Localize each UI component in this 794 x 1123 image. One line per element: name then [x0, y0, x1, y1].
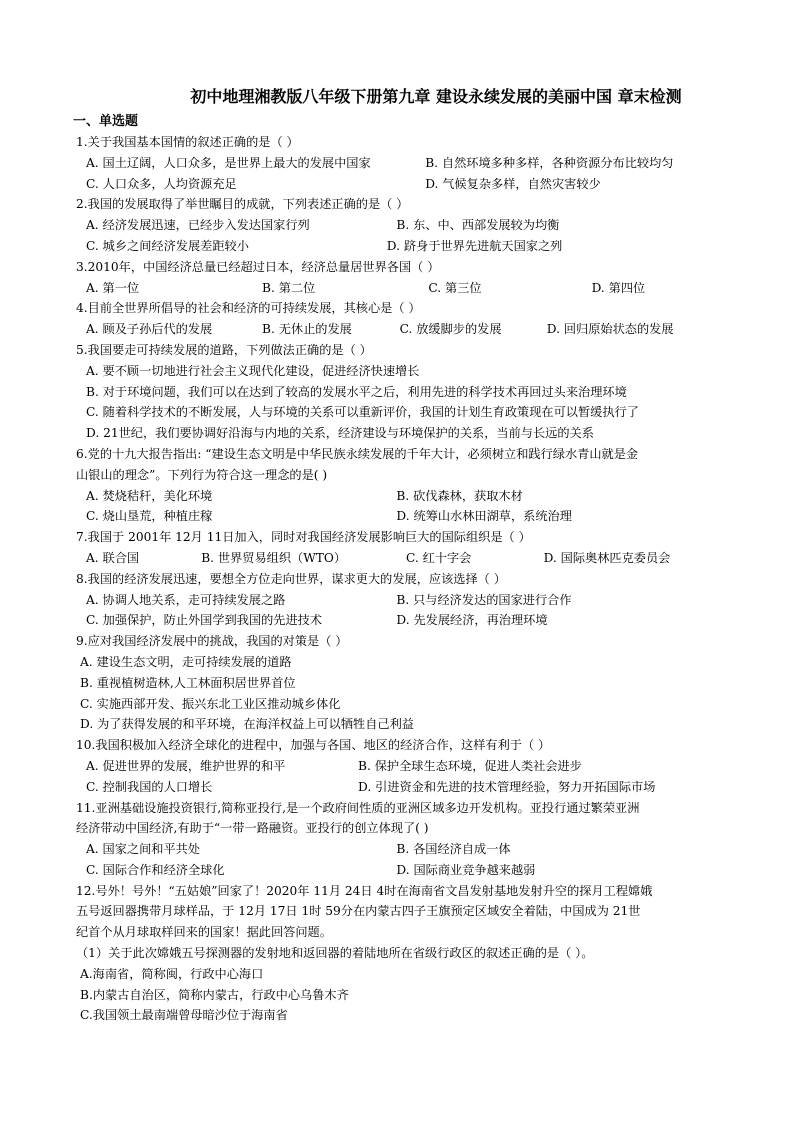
option: B. 各国经济自成一体	[396, 842, 511, 857]
option: A. 要不顾一切地进行社会主义现代化建设，促进经济快速增长	[86, 363, 420, 378]
option: D. 国际商业竞争越来越弱	[396, 862, 536, 877]
option-row	[76, 506, 726, 527]
option-row	[76, 590, 726, 611]
option-row	[76, 153, 726, 174]
option: A. 焚烧秸秆，美化环境	[86, 488, 213, 503]
option: B. 砍伐森林，获取木材	[396, 488, 523, 503]
question-stem: 1.关于我国基本国情的叙述正确的是（ ）	[76, 135, 299, 149]
option: C. 实施西部开发、振兴东北工业区推动城乡体化	[80, 696, 341, 711]
question-stem-continued: 纪首个从月球取样回来的国家！据此回答问题。	[76, 925, 332, 940]
option: A. 国土辽阔，人口众多，是世界上最大的发展中国家	[86, 155, 371, 170]
option: A. 促进世界的发展，维护世界的和平	[86, 758, 286, 773]
option: C. 人口众多，人均资源充足	[86, 176, 237, 191]
option: D. 先发展经济，再治理环境	[396, 613, 548, 628]
option-row	[76, 860, 726, 881]
option: C. 烧山垦荒，种植庄稼	[86, 509, 213, 524]
option-row	[76, 215, 726, 236]
question-stem: 11.亚洲基础设施投资银行,简称亚投行,是一个政府间性质的亚洲区域多边开发机构。亚投行通过繁荣亚洲	[76, 800, 640, 815]
question-stem-continued: 五号返回器携带月球样品，于 12月 17日 1时 59分在内蒙古四子王旗预定区域安全着陆，中国成为 21世	[76, 904, 641, 919]
option: B. 无休止的发展	[262, 322, 352, 337]
option-row	[76, 174, 726, 195]
document-title: 初中地理湘教版八年级下册第九章 建设永续发展的美丽中国 章末检测	[190, 87, 682, 106]
question-stem: 12.号外！号外！“五姑娘”回家了！2020年 11月 24日 4时在海南省文昌发射基地发射升空的探月工程嫦娥	[76, 883, 653, 898]
question-stem: 10.我国积极加入经济全球化的进程中，加强与各国、地区的经济合作，这样有利于（ ）	[76, 738, 551, 753]
option: C.我国领土最南端曾母暗沙位于海南省	[80, 1008, 288, 1023]
option: A. 协调人地关系，走可持续发展之路	[86, 592, 286, 607]
question-stem: 3.2010年，中国经济总量已经超过日本，经济总量居世界各国（ ）	[76, 259, 440, 274]
question-stem: 7.我国于 2001年 12月 11日加入，同时对我国经济发展影响巨大的国际组织是（ ）	[76, 530, 531, 545]
option: B.内蒙古自治区，简称内蒙古，行政中心乌鲁木齐	[80, 987, 349, 1002]
option: D. 第四位	[591, 280, 646, 295]
option: D. 引进资金和先进的技术管理经验，努力开拓国际市场	[358, 779, 656, 794]
option: C. 红十字会	[405, 550, 472, 565]
option: D. 21世纪，我们要协调好沿海与内地的关系，经济建设与环境保护的关系，当前与长远的关系	[86, 426, 594, 441]
option: C. 城乡之间经济发展差距较小	[86, 238, 249, 253]
option-row	[76, 278, 726, 299]
option: D. 为了获得发展的和平环境，在海洋权益上可以牺牲自己利益	[80, 717, 414, 732]
option: B. 对于环境问题，我们可以在达到了较高的发展水平之后，利用先进的科学技术再回过头来治理环境	[86, 384, 627, 399]
option: A.海南省，简称闽，行政中心海口	[80, 966, 264, 981]
option: C. 加强保护，防止外国学到我国的先进技术	[86, 613, 323, 628]
option: B. 东、中、西部发展较为均衡	[396, 218, 560, 233]
question-stem-continued: 山银山的理念”。下列行为符合这一理念的是( )	[76, 467, 328, 482]
option: B. 世界贸易组织（WTO）	[201, 550, 347, 565]
option-row	[76, 486, 726, 507]
question-stem: 2.我国的发展取得了举世瞩目的成就，下列表述正确的是（ ）	[76, 197, 409, 212]
question-stem: 5.我国要走可持续发展的道路，下列做法正确的是（ ）	[76, 342, 372, 357]
question-stem: 4.目前全世界所倡导的社会和经济的可持续发展，其核心是（ ）	[76, 301, 421, 316]
option: D. 跻身于世界先进航天国家之列	[386, 238, 563, 253]
option: B. 保护全球生态环境，促进人类社会进步	[358, 758, 582, 773]
option-row	[76, 236, 726, 257]
option: B. 重视植树造林,人工林面积居世界首位	[80, 675, 296, 690]
option: D. 气候复杂多样，自然灾害较少	[425, 176, 601, 191]
document-page	[73, 86, 726, 1026]
option: A. 建设生态文明，走可持续发展的道路	[80, 654, 292, 669]
option: A. 联合国	[86, 550, 140, 565]
question-stem: 8.我国的经济发展迅速，要想全方位走向世界，谋求更大的发展，应该选择（ ）	[76, 571, 506, 586]
question-stem-continued: 经济带动中国经济,有助于“一带一路融资。亚投行的创立体现了( )	[76, 821, 429, 836]
option-row	[76, 610, 726, 631]
sub-question-stem: （1）关于此次嫦娥五号探测器的发射地和返回器的着陆地所在省级行政区的叙述正确的是（ ）。	[76, 946, 594, 961]
option: C. 第三位	[428, 280, 482, 295]
option: C. 放缓脚步的发展	[399, 322, 502, 337]
section-heading: 一、单选题	[73, 114, 139, 129]
option: C. 控制我国的人口增长	[86, 779, 213, 794]
option: D. 国际奥林匹克委员会	[543, 550, 671, 565]
option: A. 国家之间和平共处	[86, 842, 201, 857]
question-stem: 9.应对我国经济发展中的挑战，我国的对策是（ ）	[76, 634, 348, 649]
question-stem: 6.党的十九大报告指出: “建设生态文明是中华民族永续发展的千年大计，必须树立和践行绿水青山就是金	[76, 446, 639, 461]
option: B. 第二位	[262, 280, 316, 295]
option: A. 经济发展迅速，已经步入发达国家行列	[86, 218, 310, 233]
option: D. 统筹山水林田湖草，系统治理	[396, 509, 572, 524]
option: A. 顾及子孙后代的发展	[86, 322, 213, 337]
option: C. 随着科学技术的不断发展，人与环境的关系可以重新评价，我国的计划生育政策现在可以暂缓执行了	[86, 405, 639, 420]
option-row	[76, 777, 726, 798]
option: D. 回归原始状态的发展	[546, 322, 674, 337]
option: B. 只与经济发达的国家进行合作	[396, 592, 572, 607]
option-row	[76, 319, 726, 340]
option: C. 国际合作和经济全球化	[86, 862, 225, 877]
option-row	[76, 839, 726, 860]
option-row	[76, 548, 726, 569]
option: A. 第一位	[86, 280, 140, 295]
option: B. 自然环境多种多样，各种资源分布比较均匀	[425, 155, 674, 170]
option-row	[76, 756, 726, 777]
